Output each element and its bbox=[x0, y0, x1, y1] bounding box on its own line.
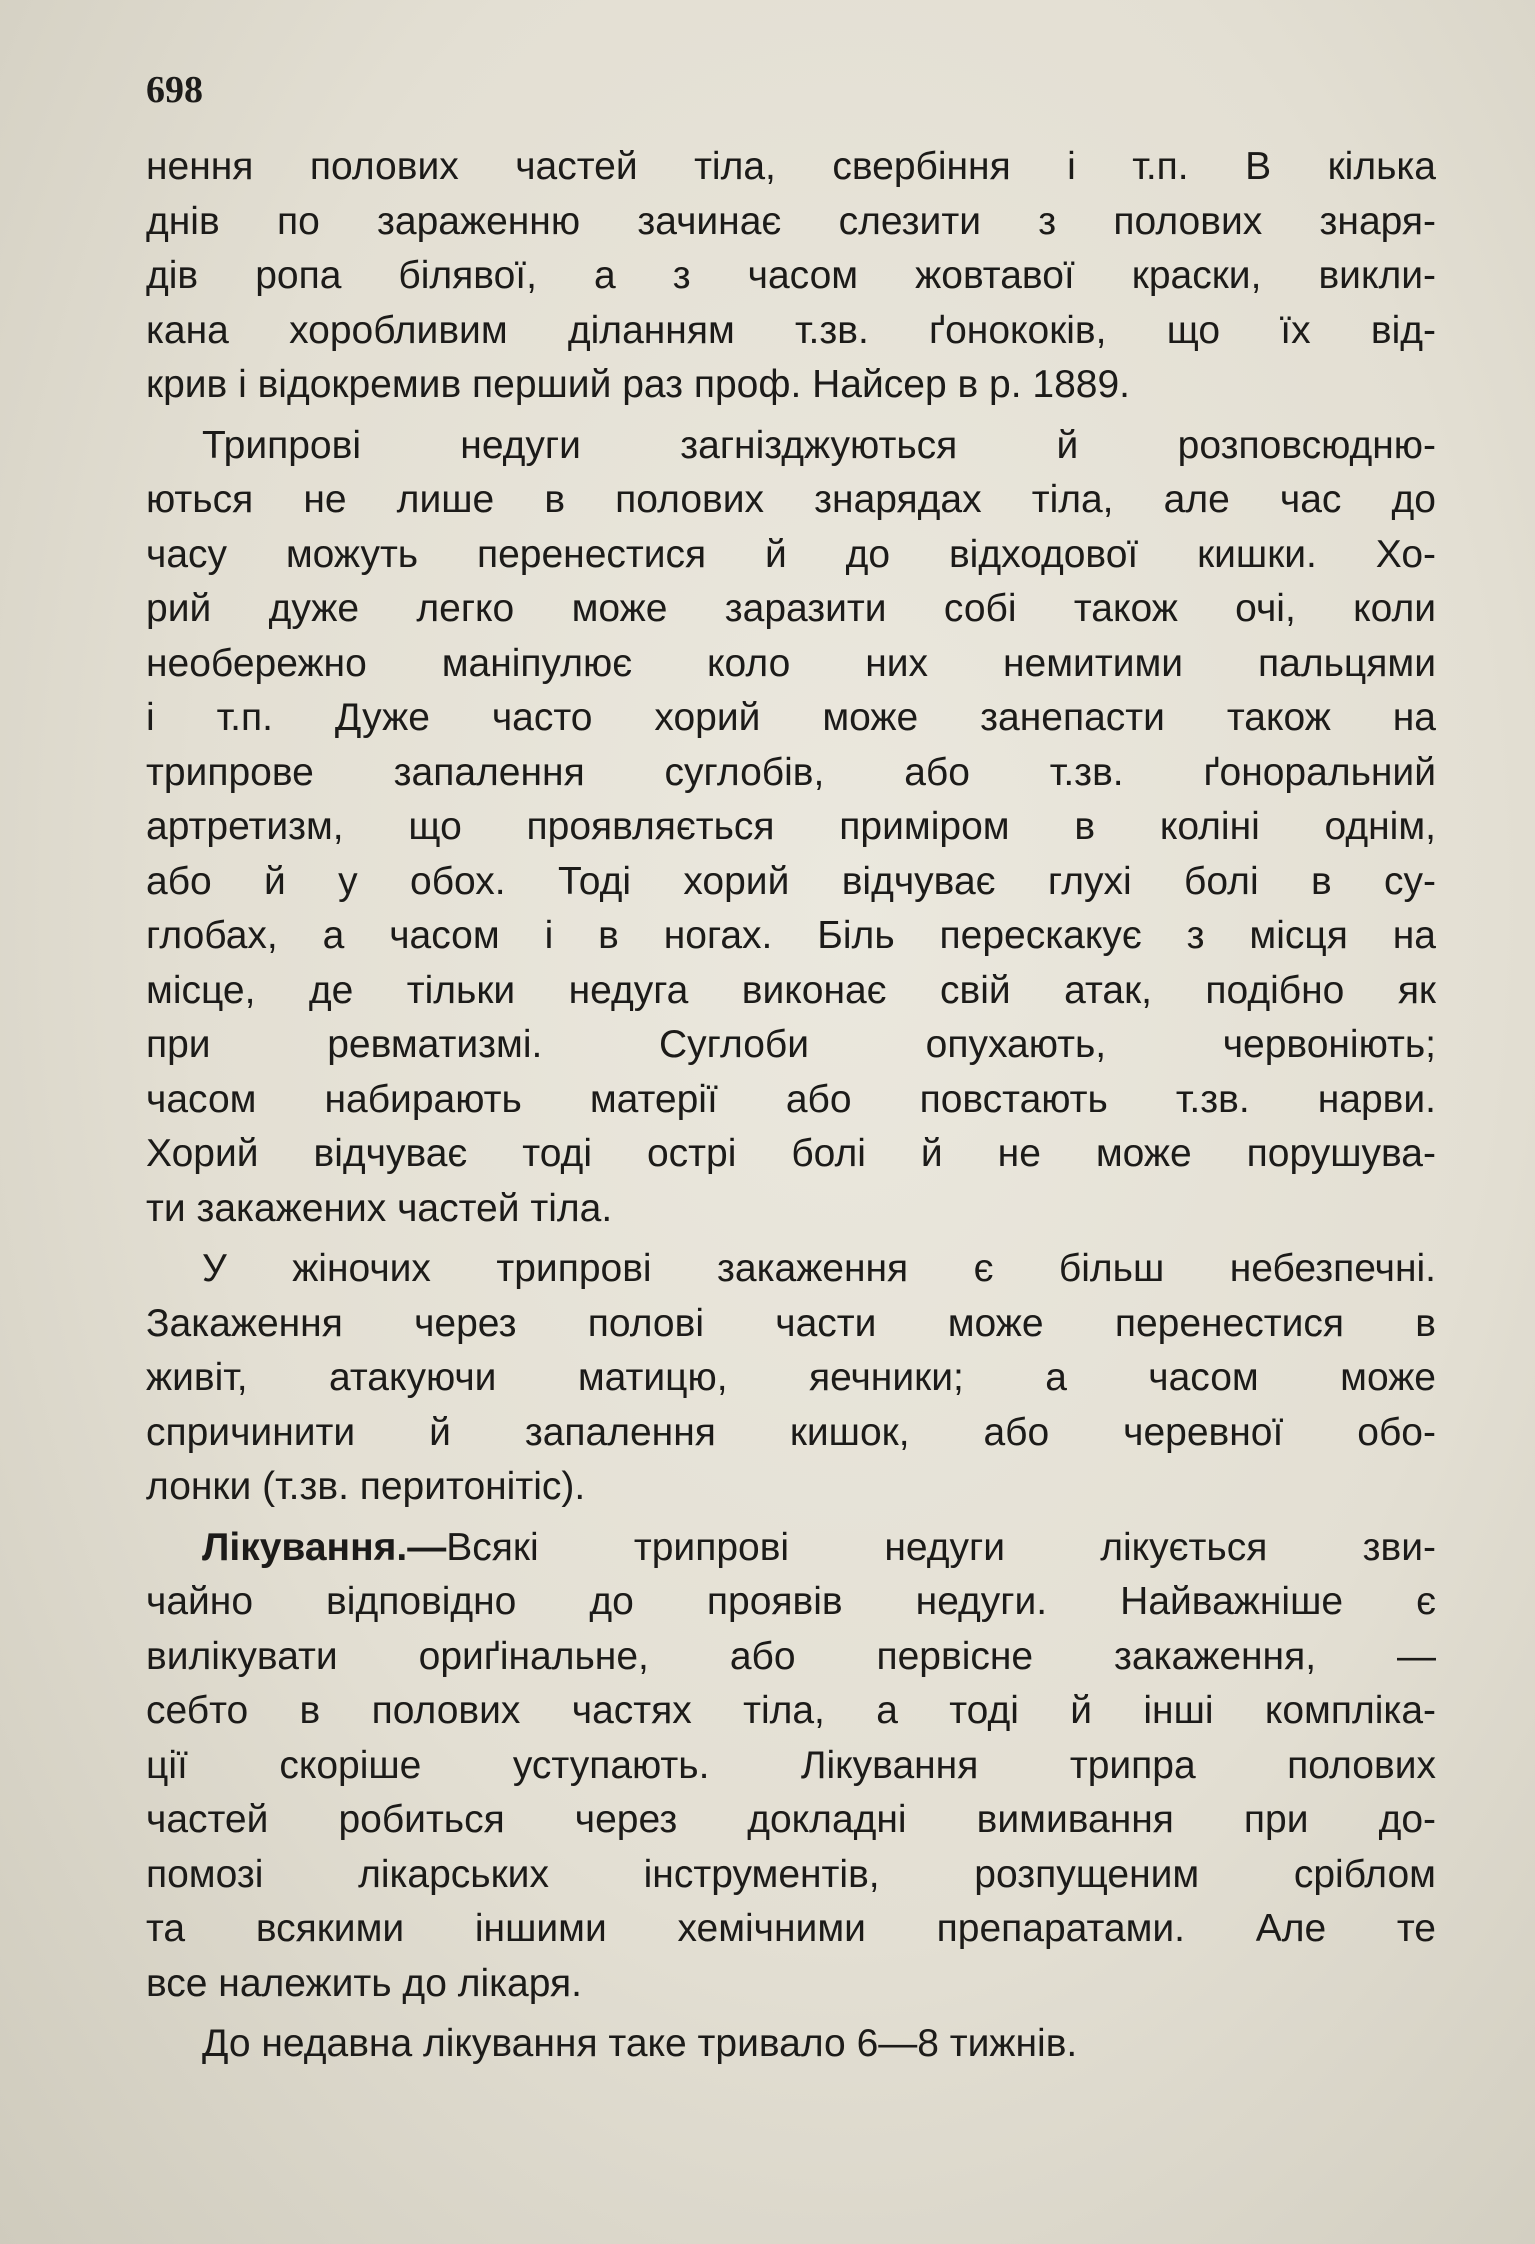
text-line: спричинити й запалення кишок, або черевної обо- bbox=[146, 1410, 1436, 1454]
text-line: помозі лікарських інструментів, розпущеним сріблом bbox=[146, 1852, 1436, 1896]
text-line: місце, де тільки недуга виконає свій атак, подібно як bbox=[146, 968, 1436, 1012]
text-line: частей робиться через докладні вимивання при до- bbox=[146, 1798, 1436, 1841]
text-line: ти закажених частей тіла. bbox=[146, 1186, 613, 1230]
text-line: дів ропа білявої, а з часом жовтавої краски, викли- bbox=[146, 254, 1436, 297]
text-line: живіт, атакуючи матицю, яечники; а часом може bbox=[146, 1356, 1436, 1399]
paragraph-3 bbox=[146, 1242, 1436, 1515]
text-line: крив і відокремив перший раз проф. Найсер в р. 1889. bbox=[146, 363, 1130, 406]
text-line: глобах, а часом і в ногах. Біль перескакує з місця на bbox=[146, 914, 1436, 957]
text-line: ції скоріше уступають. Лікування трипра полових bbox=[146, 1743, 1436, 1787]
page-text bbox=[146, 140, 1436, 2072]
text-line: себто в полових частях тіла, а тоді й інші компліка- bbox=[146, 1689, 1436, 1732]
text-line: артретизм, що проявляється приміром в коліні однім, bbox=[146, 805, 1436, 848]
paragraph-4 bbox=[146, 1521, 1436, 2012]
text-line: при ревматизмі. Суглоби опухають, червоніють; bbox=[146, 1023, 1436, 1066]
text-line: чайно відповідно до проявів недуги. Найважніше є bbox=[146, 1580, 1436, 1623]
text-line: днів по зараженню зачинає слезити з полових знаря- bbox=[146, 199, 1436, 243]
text-line: ються не лише в полових знарядах тіла, але час до bbox=[146, 478, 1436, 521]
text-line: та всякими іншими хемічними препаратами. Але те bbox=[146, 1907, 1436, 1950]
text-line: необережно маніпулює коло них немитими пальцями bbox=[146, 641, 1436, 685]
text-line: До недавна лікування таке тривало 6—8 тижнів. bbox=[202, 2022, 1078, 2065]
text-line: У жіночих трипрові закаження є більш небезпечні. bbox=[202, 1247, 1436, 1290]
text-line-rest: Всякі трипрові недуги лікується зви- bbox=[446, 1525, 1436, 1569]
paragraph-2 bbox=[146, 419, 1436, 1237]
text-line: лонки (т.зв. перитонітіс). bbox=[146, 1465, 586, 1508]
text-line: трипрове запалення суглобів, або т.зв. ґоноральний bbox=[146, 750, 1436, 794]
text-line: нення полових частей тіла, свербіння і т.п. В кілька bbox=[146, 145, 1436, 188]
text-line: або й у обох. Тоді хорий відчуває глухі болі в су- bbox=[146, 859, 1436, 903]
text-line: Трипрові недуги загнізджуються й розповсюдню- bbox=[202, 423, 1436, 467]
paragraph-5 bbox=[146, 2017, 1436, 2072]
text-line: кана хоробливим діланням т.зв. ґонококів, що їх від- bbox=[146, 308, 1436, 352]
text-line: Хорий відчуває тоді острі болі й не може порушува- bbox=[146, 1132, 1436, 1175]
text-line: вилікувати ориґінальне, або первісне закаження, — bbox=[146, 1634, 1436, 1678]
text-line: рий дуже легко може заразити собі також очі, коли bbox=[146, 587, 1436, 630]
text-line: все належить до лікаря. bbox=[146, 1961, 582, 2005]
page-number: 698 bbox=[146, 69, 203, 111]
paragraph-1 bbox=[146, 140, 1436, 413]
text-line-with-term bbox=[146, 1521, 1436, 1576]
text-line: часом набирають матерії або повстають т.зв. нарви. bbox=[146, 1077, 1436, 1121]
text-line: часу можуть перенестися й до відходової кишки. Хо- bbox=[146, 532, 1436, 576]
text-line: і т.п. Дуже часто хорий може занепасти також на bbox=[146, 696, 1436, 739]
text-line: Закаження через полові части може перенестися в bbox=[146, 1301, 1436, 1345]
section-term: Лікування.— bbox=[202, 1525, 447, 1569]
